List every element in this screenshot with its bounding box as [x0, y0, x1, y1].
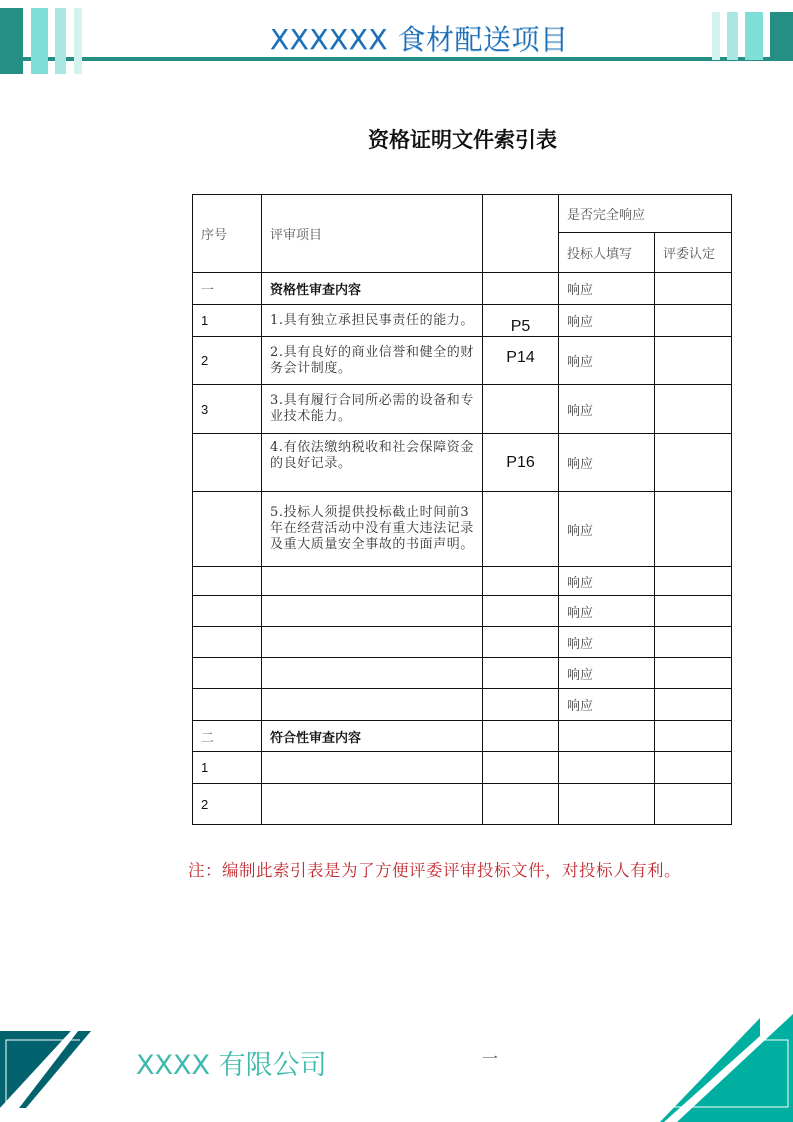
header-bidder-fill: 投标人填写	[559, 233, 655, 273]
row-committee-confirm[interactable]	[655, 689, 732, 721]
row-bidder-response[interactable]	[559, 784, 655, 825]
table-header-row	[193, 195, 732, 233]
header-seq: 序号	[193, 195, 262, 273]
row-bidder-response[interactable]: 响应	[559, 689, 655, 721]
row-seq	[193, 658, 262, 689]
footer-left-triangle-icon	[0, 1028, 95, 1108]
table-row	[193, 434, 732, 492]
row-page-ref	[483, 784, 559, 825]
table-row-section	[193, 721, 732, 752]
header-bar-left-light	[55, 8, 66, 74]
table-row	[193, 305, 732, 337]
row-bidder-response[interactable]: 响应	[559, 658, 655, 689]
row-bidder-response[interactable]: 响应	[559, 434, 655, 492]
row-committee-confirm[interactable]	[655, 627, 732, 658]
table-row-blank	[193, 567, 732, 596]
row-item: 资格性审查内容	[262, 273, 483, 305]
row-seq: 2	[193, 784, 262, 825]
row-committee-confirm[interactable]	[655, 305, 732, 337]
row-seq	[193, 596, 262, 627]
row-item	[262, 784, 483, 825]
header-title: XXXXXX 食材配送项目	[270, 23, 569, 56]
row-item: 5.投标人须提供投标截止时间前3年在经营活动中没有重大违法记录及重大质量安全事故的书面声明。	[262, 492, 483, 567]
row-bidder-response[interactable]: 响应	[559, 492, 655, 567]
row-bidder-response[interactable]: 响应	[559, 337, 655, 385]
table-row	[193, 752, 732, 784]
row-committee-confirm[interactable]	[655, 784, 732, 825]
header-committee-confirm: 评委认定	[655, 233, 732, 273]
page-number: 一	[482, 1049, 499, 1068]
row-committee-confirm[interactable]	[655, 658, 732, 689]
header-bar-left-pale	[74, 8, 82, 74]
row-seq: 1	[193, 752, 262, 784]
table-row-blank	[193, 658, 732, 689]
table-row	[193, 784, 732, 825]
row-item: 1.具有独立承担民事责任的能力。	[262, 305, 483, 337]
row-bidder-response[interactable]: 响应	[559, 627, 655, 658]
row-committee-confirm[interactable]	[655, 273, 732, 305]
row-seq: 3	[193, 385, 262, 434]
row-seq: 1	[193, 305, 262, 337]
row-seq	[193, 567, 262, 596]
row-seq: 2	[193, 337, 262, 385]
row-item: 3.具有履行合同所必需的设备和专业技术能力。	[262, 385, 483, 434]
row-seq	[193, 627, 262, 658]
header-page	[483, 195, 559, 273]
row-page-ref	[483, 596, 559, 627]
row-seq	[193, 689, 262, 721]
footnote: 注：编制此索引表是为了方便评委评审投标文件，对投标人有利。	[188, 861, 681, 880]
row-committee-confirm[interactable]	[655, 434, 732, 492]
row-page-ref	[483, 492, 559, 567]
row-seq	[193, 492, 262, 567]
table-row-blank	[193, 689, 732, 721]
row-committee-confirm[interactable]	[655, 567, 732, 596]
row-page-ref: P16	[483, 434, 559, 492]
header-bar-right-pale	[712, 12, 720, 60]
row-bidder-response[interactable]	[559, 752, 655, 784]
header-bar-right-dark	[770, 12, 793, 61]
row-item	[262, 627, 483, 658]
row-page-ref: P14	[483, 337, 559, 385]
row-committee-confirm[interactable]	[655, 337, 732, 385]
table-row	[193, 385, 732, 434]
row-item	[262, 596, 483, 627]
row-page-ref	[483, 658, 559, 689]
row-committee-confirm[interactable]	[655, 385, 732, 434]
row-item: 符合性审查内容	[262, 721, 483, 752]
row-page-ref	[483, 567, 559, 596]
row-item	[262, 689, 483, 721]
row-page-ref: P5	[483, 305, 559, 337]
company-name: XXXX 有限公司	[136, 1050, 327, 1081]
row-item	[262, 567, 483, 596]
row-seq	[193, 434, 262, 492]
row-committee-confirm[interactable]	[655, 596, 732, 627]
table-row-section	[193, 273, 732, 305]
row-bidder-response[interactable]: 响应	[559, 273, 655, 305]
header-bar-left-dark	[0, 8, 23, 74]
header-bar-left-mid	[31, 8, 48, 74]
row-item: 2.具有良好的商业信誉和健全的财务会计制度。	[262, 337, 483, 385]
header-item: 评审项目	[262, 195, 483, 273]
row-page-ref	[483, 627, 559, 658]
row-bidder-response[interactable]: 响应	[559, 596, 655, 627]
footer-right-triangle-icon	[660, 1014, 793, 1122]
row-page-ref	[483, 689, 559, 721]
row-committee-confirm[interactable]	[655, 492, 732, 567]
row-item: 4.有依法缴纳税收和社会保障资金的良好记录。	[262, 434, 483, 492]
document-title: 资格证明文件索引表	[368, 128, 557, 152]
row-bidder-response[interactable]: 响应	[559, 385, 655, 434]
row-seq: 二	[193, 721, 262, 752]
row-seq: 一	[193, 273, 262, 305]
row-page-ref	[483, 721, 559, 752]
row-page-ref	[483, 752, 559, 784]
table-row-blank	[193, 627, 732, 658]
table-row	[193, 337, 732, 385]
row-bidder-response[interactable]: 响应	[559, 567, 655, 596]
row-bidder-response[interactable]: 响应	[559, 305, 655, 337]
row-item	[262, 752, 483, 784]
qualification-index-table	[192, 194, 732, 825]
row-page-ref	[483, 385, 559, 434]
row-page-ref	[483, 273, 559, 305]
row-committee-confirm[interactable]	[655, 752, 732, 784]
table-row-blank	[193, 596, 732, 627]
header-bar-right-mid	[745, 12, 763, 60]
header-bar-right-light	[727, 12, 738, 60]
row-item	[262, 658, 483, 689]
table-row	[193, 492, 732, 567]
header-response-group: 是否完全响应	[559, 195, 732, 233]
row-bidder-response[interactable]	[559, 721, 655, 752]
row-committee-confirm[interactable]	[655, 721, 732, 752]
